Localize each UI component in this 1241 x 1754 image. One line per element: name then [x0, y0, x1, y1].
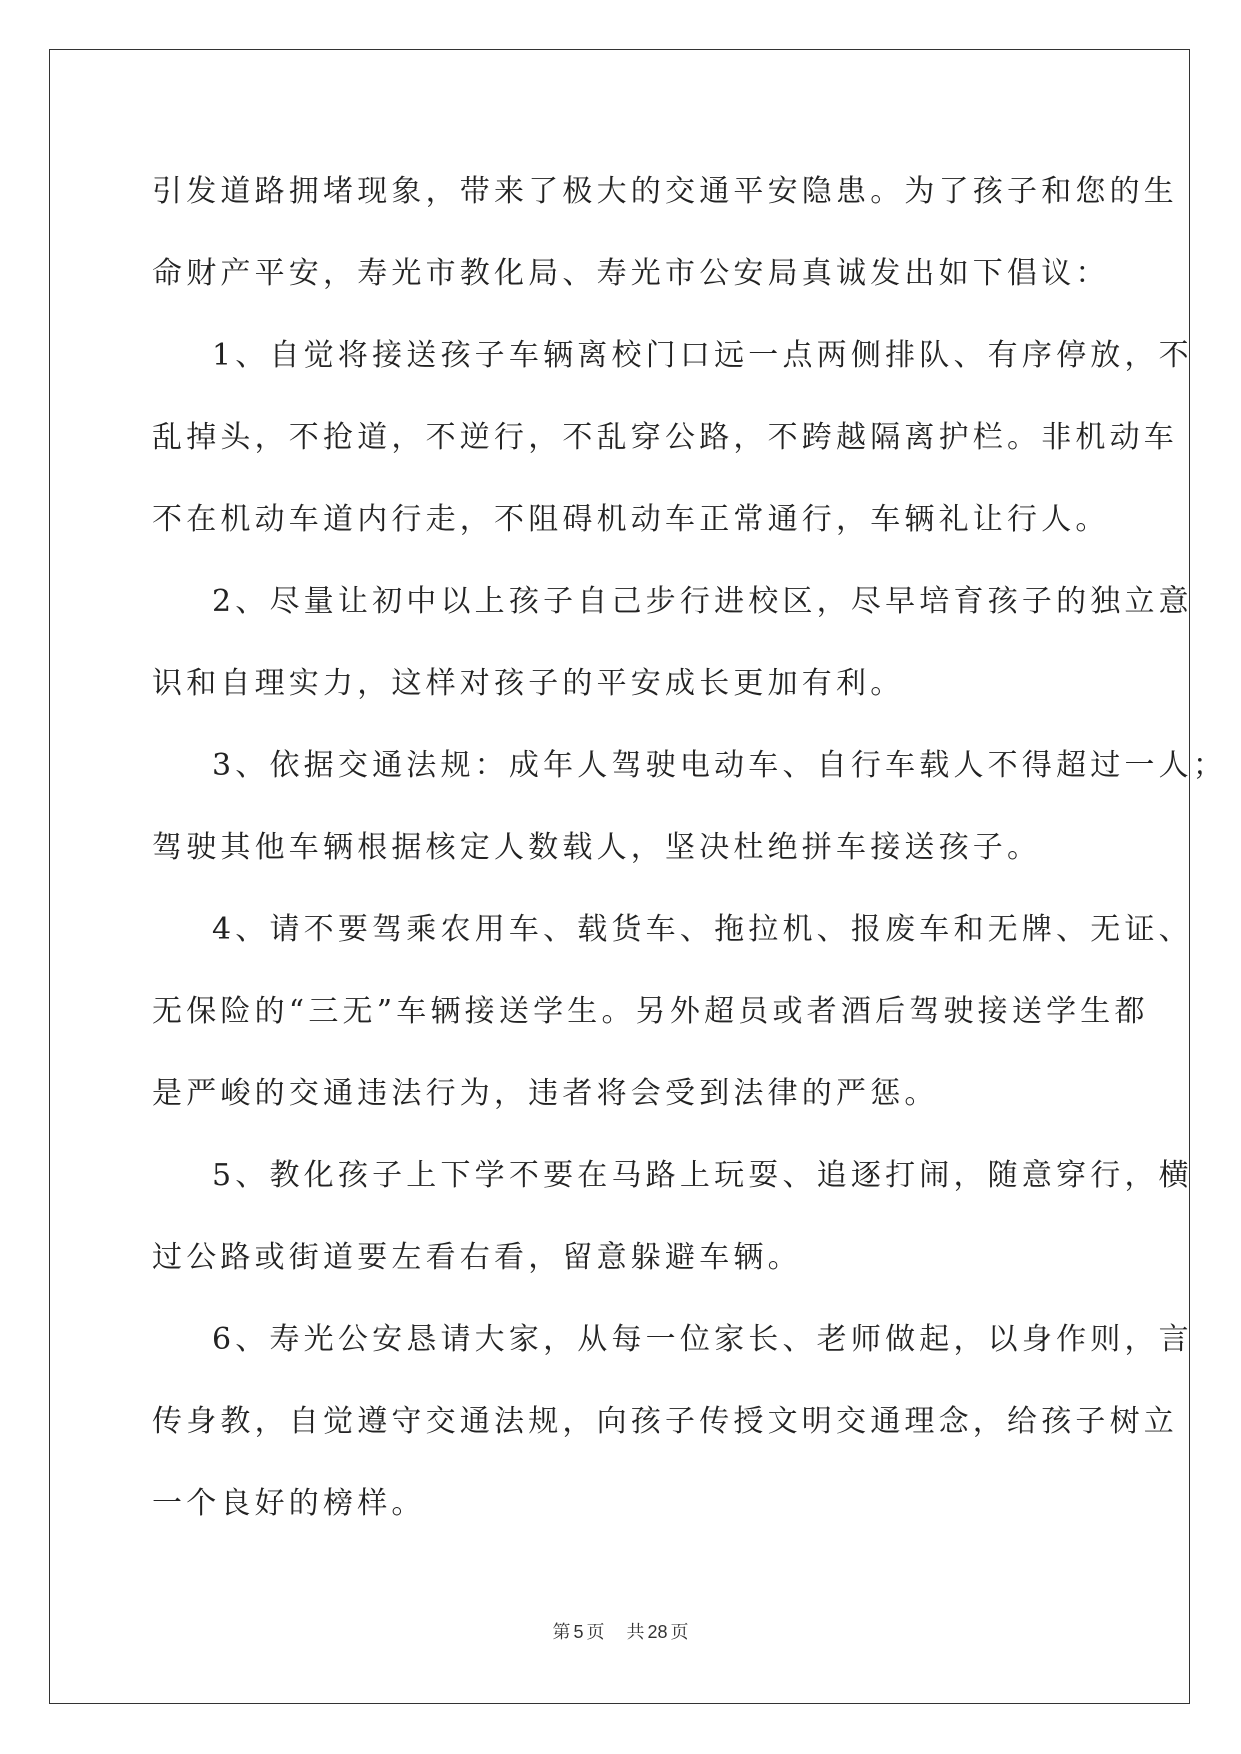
- page-prefix: 第: [552, 1622, 571, 1643]
- paragraph-1-start: 1、自觉将接送孩子车辆离校门口远一点两侧排队、有序停放，不: [212, 338, 1193, 373]
- text-line: 命财产平安，寿光市教化局、寿光市公安局真诚发出如下倡议：: [152, 256, 1110, 291]
- paragraph-5-start: 5、教化孩子上下学不要在马路上玩耍、追逐打闹，随意穿行，横: [212, 1158, 1193, 1193]
- total-pages: 28: [647, 1622, 668, 1642]
- document-body: [152, 162, 1228, 1556]
- text-line: 无保险的“三无”车辆接送学生。另外超员或者酒后驾驶接送学生都: [152, 994, 1149, 1029]
- page-footer: [0, 1618, 1241, 1644]
- text-line: 不在机动车道内行走，不阻碍机动车正常通行，车辆礼让行人。: [152, 502, 1110, 537]
- total-suffix: 页: [670, 1622, 689, 1643]
- text-line: 驾驶其他车辆根据核定人数载人，坚决杜绝拼车接送孩子。: [152, 830, 1042, 865]
- text-line: 引发道路拥堵现象，带来了极大的交通平安隐患。为了孩子和您的生: [152, 174, 1178, 209]
- paragraph-4-start: 4、请不要驾乘农用车、载货车、拖拉机、报废车和无牌、无证、: [212, 912, 1193, 947]
- page-suffix: 页: [586, 1622, 605, 1643]
- page-number: 5: [573, 1622, 584, 1642]
- text-line: 是严峻的交通违法行为，违者将会受到法律的严惩。: [152, 1076, 939, 1111]
- text-line: 传身教，自觉遵守交通法规，向孩子传授文明交通理念，给孩子树立: [152, 1404, 1178, 1439]
- text-line: 过公路或街道要左看右看，留意躲避车辆。: [152, 1240, 802, 1275]
- text-line: 识和自理实力，这样对孩子的平安成长更加有利。: [152, 666, 905, 701]
- text-line: 乱掉头，不抢道，不逆行，不乱穿公路，不跨越隔离护栏。非机动车: [152, 420, 1178, 455]
- text-line: 一个良好的榜样。: [152, 1486, 426, 1521]
- paragraph-6-start: 6、寿光公安恳请大家，从每一位家长、老师做起，以身作则，言: [212, 1322, 1193, 1357]
- paragraph-3-start: 3、依据交通法规：成年人驾驶电动车、自行车载人不得超过一人；: [212, 748, 1228, 783]
- paragraph-2-start: 2、尽量让初中以上孩子自己步行进校区，尽早培育孩子的独立意: [212, 584, 1193, 619]
- total-prefix: 共: [626, 1622, 645, 1643]
